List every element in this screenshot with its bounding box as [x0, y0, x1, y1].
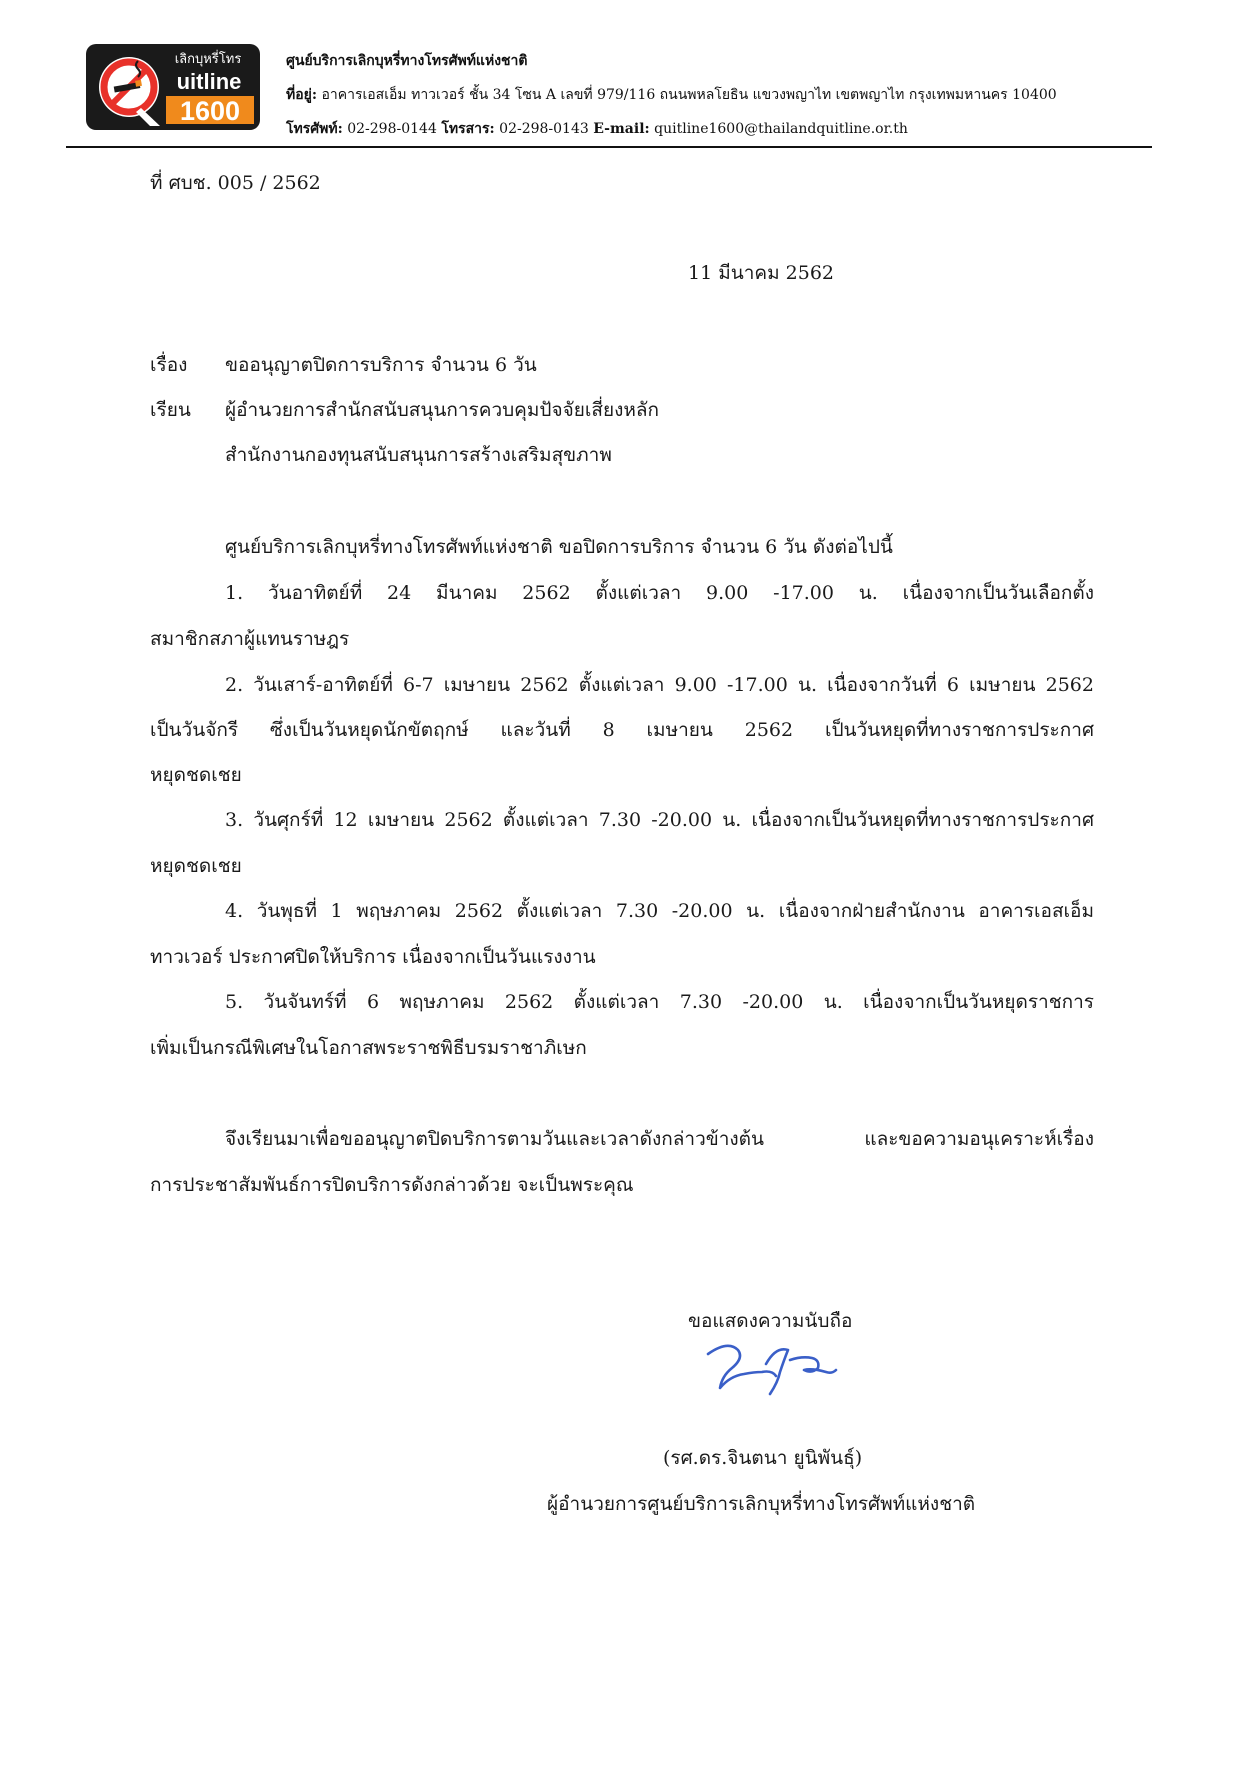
org-contact: [286, 118, 908, 140]
list-item-1-line-1: 1. วันอาทิตย์ที่ 24 มีนาคม 2562 ตั้งแต่เวลา 9.00 -17.00 น. เนื่องจากเป็นวันเลือกตั้ง: [225, 582, 1094, 604]
list-item-2-line-2: เป็นวันจักรี ซึ่งเป็นวันหยุดนักขัตฤกษ์ และวันที่ 8 เมษายน 2562 เป็นวันหยุดที่ทางราชการประกาศ: [150, 719, 1094, 741]
salutation: ขอแสดงความนับถือ: [688, 1310, 853, 1332]
list-item-3-line-1: 3. วันศุกร์ที่ 12 เมษายน 2562 ตั้งแต่เวลา 7.30 -20.00 น. เนื่องจากเป็นวันหยุดที่ทางราชการประกาศ: [225, 809, 1094, 831]
signer-title: ผู้อำนวยการศูนย์บริการเลิกบุหรี่ทางโทรศัพท์แห่งชาติ: [547, 1493, 976, 1515]
handwritten-signature: [700, 1334, 840, 1404]
phone-label: โทรศัพท์:: [286, 121, 343, 137]
subject-label: เรื่อง: [150, 354, 188, 376]
logo-top-text: เลิกบุหรี่โทร: [174, 51, 242, 66]
phone-number: 02-298-0144: [347, 121, 437, 137]
list-item-4-line-1: 4. วันพุธที่ 1 พฤษภาคม 2562 ตั้งแต่เวลา 7.30 -20.00 น. เนื่องจากฝ่ายสำนักงาน อาคารเอสเอ็ม: [225, 900, 1094, 922]
recipient-label: เรียน: [150, 399, 191, 421]
subject-text: ขออนุญาตปิดการบริการ จำนวน 6 วัน: [225, 354, 537, 376]
closing-line-1: จึงเรียนมาเพื่อขออนุญาตปิดบริการตามวันและเวลาดังกล่าวข้างต้น และขอความอนุเคราะห์เรื่อง: [225, 1128, 1094, 1150]
reference-number: ที่ ศบช. 005 / 2562: [150, 172, 321, 194]
list-item-5-line-1: 5. วันจันทร์ที่ 6 พฤษภาคม 2562 ตั้งแต่เวลา 7.30 -20.00 น. เนื่องจากเป็นวันหยุดราชการ: [225, 991, 1094, 1013]
letter-date: 11 มีนาคม 2562: [688, 262, 835, 284]
email-label: E-mail:: [593, 121, 650, 137]
signer-name: (รศ.ดร.จินตนา ยูนิพันธุ์): [663, 1447, 863, 1469]
quitline-logo: [86, 44, 260, 130]
fax-number: 02-298-0143: [499, 121, 589, 137]
list-item-4-line-2: ทาวเวอร์ ประกาศปิดให้บริการ เนื่องจากเป็นวันแรงงาน: [150, 946, 596, 968]
logo-number: 1600: [179, 96, 241, 126]
header-divider: [66, 146, 1152, 148]
list-item-1-line-2: สมาชิกสภาผู้แทนราษฎร: [150, 628, 350, 650]
org-name: ศูนย์บริการเลิกบุหรี่ทางโทรศัพท์แห่งชาติ: [286, 53, 528, 69]
list-item-2-line-3: หยุดชดเชย: [150, 764, 242, 786]
recipient-line-1: ผู้อำนวยการสำนักสนับสนุนการควบคุมปัจจัยเสี่ยงหลัก: [225, 399, 660, 421]
list-item-5-line-2: เพิ่มเป็นกรณีพิเศษในโอกาสพระราชพิธีบรมราชาภิเษก: [150, 1037, 587, 1059]
address-text: อาคารเอสเอ็ม ทาวเวอร์ ชั้น 34 โซน A เลขที่ 979/116 ถนนพหลโยธิน แขวงพญาไท เขตพญาไท กรุงเทพมหานคร 10400: [321, 87, 1057, 103]
email-address: quitline1600@thailandquitline.or.th: [654, 121, 908, 137]
list-item-3-line-2: หยุดชดเชย: [150, 855, 242, 877]
intro-paragraph: ศูนย์บริการเลิกบุหรี่ทางโทรศัพท์แห่งชาติ ขอปิดการบริการ จำนวน 6 วัน ดังต่อไปนี้: [225, 536, 893, 558]
fax-label: โทรสาร:: [441, 121, 495, 137]
list-item-2-line-1: 2. วันเสาร์-อาทิตย์ที่ 6-7 เมษายน 2562 ตั้งแต่เวลา 9.00 -17.00 น. เนื่องจากวันที่ 6 เมษายน 2562: [225, 674, 1094, 696]
closing-line-2: การประชาสัมพันธ์การปิดบริการดังกล่าวด้วย จะเป็นพระคุณ: [150, 1174, 634, 1196]
logo-word: uitline: [176, 69, 242, 94]
recipient-line-2: สำนักงานกองทุนสนับสนุนการสร้างเสริมสุขภาพ: [225, 444, 612, 466]
org-address: [286, 84, 1057, 106]
address-label: ที่อยู่:: [286, 87, 318, 103]
